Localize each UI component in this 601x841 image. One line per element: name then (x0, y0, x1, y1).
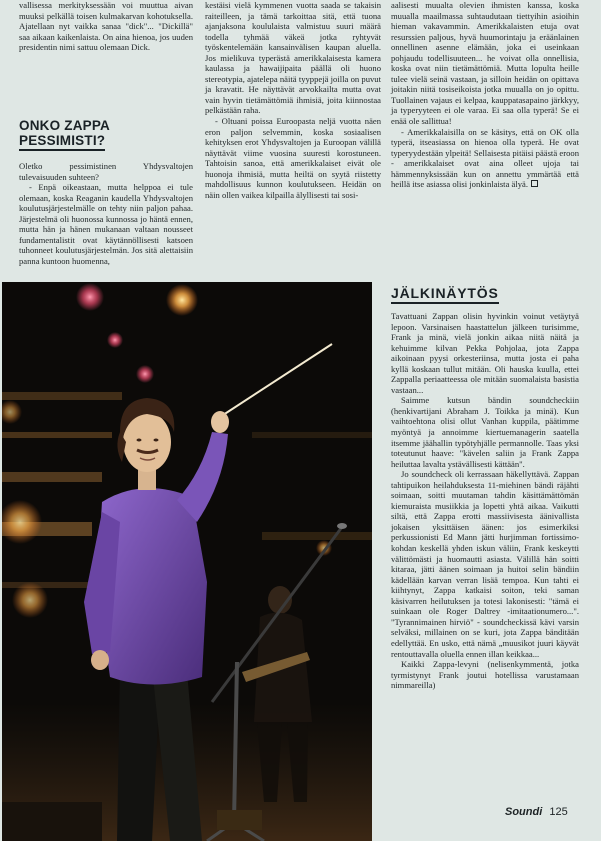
paragraph: - Enpä oikeastaan, mutta helppoa ei tule olemaan, koska Reaganin kaudella Yhdysvaltojen koulutusjärjestelmälle on tehty niin paljon pahaa. Järjestelmä oli huonossa kunnossa jo häntä ennen, mutta hän ja hänen mukanaan valtaan nousseet fundamentalistit ovat käytännöllisesti katsoen tuhonneet koulutusjärjestelmän. Jos sitä alettaisiin panna kuntoon huomenna, (19, 182, 193, 266)
section-heading-onko-zappa (19, 118, 110, 151)
page-footer (505, 806, 568, 818)
page-number: 125 (549, 806, 568, 818)
paragraph: Saimme kutsun bändin soundcheckiin (henkivartijani Abraham J. Toikka ja minä). Kun vaihtoehtona olisi ollut Vanhan kuppila, päätimme myöntyä ja annoimme kiertuemanagerin saatella itsemme jäähallin typötyhjälle permannolle. Taas yksi toteutunut haave: "kävelen saliin ja Frank Zappa heiluttaa lavalta ystävällisesti kättään". (391, 395, 579, 469)
paragraph: Tavattuani Zappan olisin hyvinkin voinut vetäytyä lepoon. Varsinaisen haastattelun jälkeen turisimme, Frank ja minä, vielä jonkin aikaa niitä näitä ja kehuimme kilvan Pekka Pohjolaa, jota Zappa aikoinaan pyysi orkesteriinsa, mutta josta ei paha kyllä koskaan tullut mitään. Oli hauska kuulla, ettei Zappalla periaatteessa ole mitään suomalaista basistia vastaan... (391, 311, 579, 395)
paragraph: vallisessa merkityksessään voi muuttua aivan muuksi pelkällä toisen kulmakarvan kohotuksella. Ajatellaan nyt vaikka sanaa "dick"... "Dickillä" saa aikaan kaikenlaista. On aina hienoa, jos uuden presidentin nimi sattuu olemaan Dick. (19, 0, 193, 53)
paragraph: Jo soundcheck oli kerrassaan häkellyttävä. Zappan tahtipuikon heilahduksesta 11-miehinen bändi räjähti soimaan, soitti muutaman tahdin käsittämättömän kiemuraista musiikkia ja lopetti yhtä aikaa. Vaikutti siltä, että Zappa erotti massiivisesta äänivallista jokaisen yksittäisen äänen: jos esimerkiksi perkussionisti Ed Mann jätti hurjimman fortissimo-kohdan keskellä yhden iskun väliin, Frank keskeytti välittömästi ja huomautti asiasta. Välillä hän soitti kitaraa, jätti äänen soimaan ja huitoi selin bändiin kädellään karvan verran lisää tempoa. Kun tahti ei kiihtynyt, Zappa katkaisi soiton, teki saman käsivarren heilutuksen ja totesi lakonisesti: "tämä ei suinkaan ole Roger Daltrey -imitaationumero...". "Tyrannimainen hirviö" - soundcheckissä kävi varsin selväksi, millainen on se kuri, jota Zappa bänditään edellyttää. En usko, että nämä „muusikot juuri käyvät rentouttavalla oluella ennen illan keikkaa... (391, 469, 579, 659)
stage-light (107, 332, 123, 348)
paragraph: - Oltuani poissa Euroopasta neljä vuotta näen eron paljon selvemmin, koska sosiaalisen kehityksen erot Yhdysvaltojen ja Euroopan välillä näyttävät viime vuosina suuresti korostuneen. Tahtoisin sanoa, että amerikkalaiset eivät ole huonoja ihmisiä, mutta heiltä on syytä riistetty mahdollisuus kunnon koulutukseen. Heidän on näin ollen vaikea kilpailla älyllisesti tai sosi- (205, 116, 381, 200)
stage-light (12, 582, 48, 618)
column-3-jalkinaytos-body (391, 311, 579, 691)
paragraph: aalisesti muualta olevien ihmisten kanssa, koska muualla maailmassa suhtaudutaan tiettyihin asioihin hieman vakavammin. Amerikkalaisten etuja ovat resurssien paljous, hyvä huumorintaju ja eräänlainen onnellinen asenne elämään, joka ei useinkaan pohjaudu todellisuuteen... he voivat olla onnellisia, koska ovat niin tietämättömiä. Mutta lopulta heille tulee vielä seinä vastaan, ja silloin heidän on opittava joitakin niitä tosiseikoista jotka muualla on jo opittu. Tuollainen vajaus ei kelpaa, kauppatasapaino järkkyy, ja typeryyteen ei ole varaa. Ei saa olla typerä! Se ei enää ole sallittua! (391, 0, 579, 127)
column-1-body (19, 161, 193, 266)
heading-line-2: PESSIMISTI? (19, 133, 105, 151)
column-2-text (205, 0, 381, 200)
stage-light (166, 284, 198, 316)
paragraph: Kaikki Zappa-levyni (nelisenkymmentä, jotka tyrmistynyt Frank joutui hotellissa varustamaan nimmareilla) (391, 659, 579, 691)
magazine-name: Soundi (505, 806, 543, 818)
column-1-intro (19, 0, 193, 53)
heading-line-1: ONKO ZAPPA (19, 118, 111, 133)
paragraph: kestäisi vielä kymmenen vuotta saada se takaisin raiteilleen, ja tämä tarkoittaa sitä, että tuona ajanjaksona koululaista valmistuu suuri määrä todella tyhmää väkeä jotka ryhtyvät työskentelemään kansainvälisen kaupan aluella. Jos mielikuva typerästä amerikkalaisesta kamera kaulassa ja hawaijipaita päällä oli huono stereotypia, ajatelepa näitä tyyppejä joilla on puvut ja kravatit. He näyttävät arvokkailta mutta ovat vain hyvin tietämättömiä ihmisiä, joita kiinnostaa pelkästään raha. (205, 0, 381, 116)
concert-photo-illustration (2, 282, 372, 841)
interview-question: Oletko pessimistinen Yhdysvaltojen tulevaisuuden suhteen? (19, 161, 193, 182)
paragraph (391, 127, 579, 190)
end-of-article-icon (531, 180, 538, 187)
stage-light (76, 283, 104, 311)
stage-light (136, 365, 154, 383)
concert-photo (2, 282, 372, 841)
column-3-text (391, 0, 579, 190)
paragraph-text: - Amerikkalaisilla on se käsitys, että on OK olla typerä, itseasiassa on hienoa olla typerä. He ovat typeryydestään ylpeitä! Sellaisesta pitäisi päästä eroon - amerikkalaiset ovat aina olleet ujoja tai hämmennyksissään kun on annettu ymmärtää että heillä itse asiassa olisi jonkinlaista älyä. (391, 126, 579, 190)
section-heading-jalkinaytos: JÄLKINÄYTÖS (391, 285, 499, 304)
